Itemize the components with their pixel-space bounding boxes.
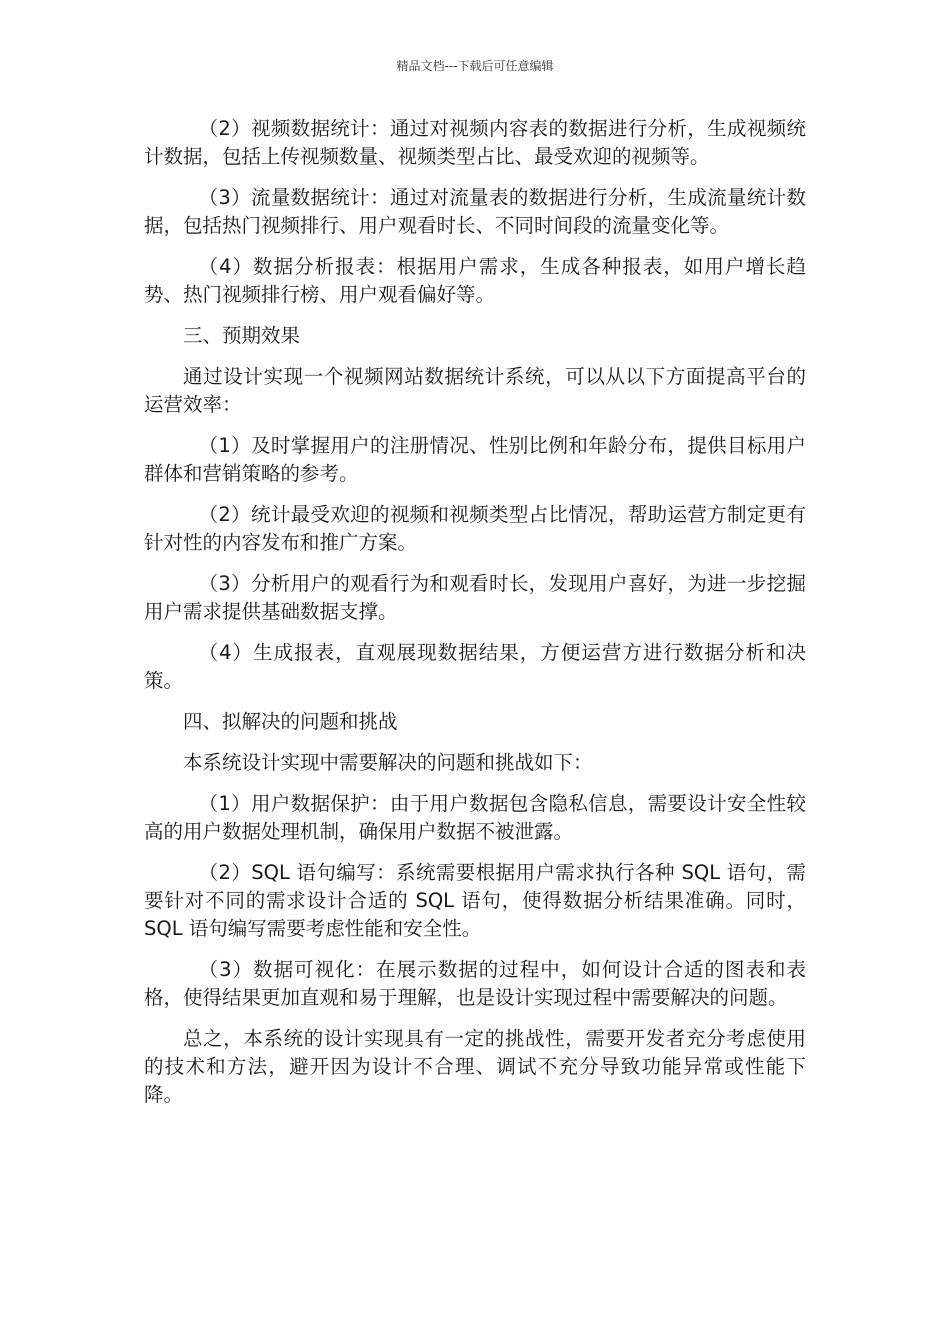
- paragraph-challenge-2: （2）SQL 语句编写：系统需要根据用户需求执行各种 SQL 语句，需要针对不同的需求设计合适的 SQL 语句，使得数据分析结果准确。同时，SQL 语句编写需要考虑性能和安全性。: [144, 861, 806, 940]
- page-header: 精品文档---下载后可任意编辑: [396, 59, 554, 73]
- paragraph-expected-4: （4）生成报表，直观展现数据结果，方便运营方进行数据分析和决策。: [144, 641, 806, 692]
- paragraph-traffic-stats: （3）流量数据统计：通过对流量表的数据进行分析，生成流量统计数据，包括热门视频排行、用户观看时长、不同时间段的流量变化等。: [144, 186, 806, 237]
- document-body: [144, 115, 806, 1122]
- paragraph-expected-3: （3）分析用户的观看行为和观看时长，发现用户喜好，为进一步挖掘用户需求提供基础数据支撑。: [144, 572, 806, 623]
- paragraph-report: （4）数据分析报表：根据用户需求，生成各种报表，如用户增长趋势、热门视频排行榜、用户观看偏好等。: [144, 255, 806, 306]
- section-heading-expected-results: 三、预期效果: [183, 324, 301, 347]
- paragraph-expected-intro: 通过设计实现一个视频网站数据统计系统，可以从以下方面提高平台的运营效率：: [144, 365, 806, 416]
- paragraph-conclusion: 总之，本系统的设计实现具有一定的挑战性，需要开发者充分考虑使用的技术和方法，避开因为设计不合理、调试不充分导致功能异常或性能下降。: [144, 1027, 806, 1106]
- paragraph-expected-2: （2）统计最受欢迎的视频和视频类型占比情况，帮助运营方制定更有针对性的内容发布和推广方案。: [144, 503, 806, 554]
- paragraph-video-stats: （2）视频数据统计：通过对视频内容表的数据进行分析，生成视频统计数据，包括上传视频数量、视频类型占比、最受欢迎的视频等。: [144, 117, 806, 168]
- section-heading-challenges: 四、拟解决的问题和挑战: [183, 710, 398, 733]
- paragraph-expected-1: （1）及时掌握用户的注册情况、性别比例和年龄分布，提供目标用户群体和营销策略的参考。: [144, 434, 806, 485]
- paragraph-challenges-intro: 本系统设计实现中需要解决的问题和挑战如下：: [183, 751, 593, 774]
- paragraph-challenge-3: （3）数据可视化：在展示数据的过程中，如何设计合适的图表和表格，使得结果更加直观和易于理解，也是设计实现过程中需要解决的问题。: [144, 958, 806, 1009]
- paragraph-challenge-1: （1）用户数据保护：由于用户数据包含隐私信息，需要设计安全性较高的用户数据处理机制，确保用户数据不被泄露。: [144, 792, 806, 843]
